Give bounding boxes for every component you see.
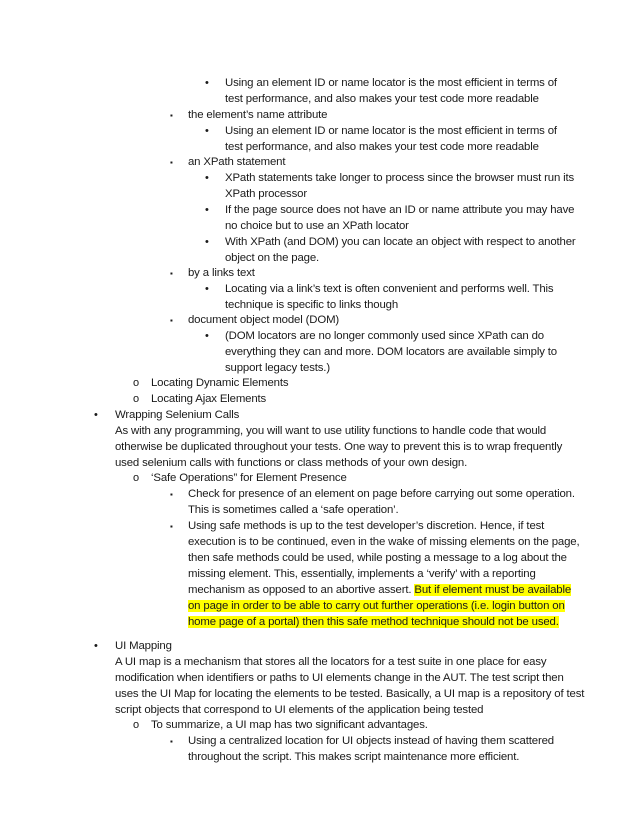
text-line: With XPath (and DOM) you can locate an object with respect to another [225, 236, 576, 248]
text-line: This is sometimes called a ‘safe operation’. [188, 504, 399, 516]
text-line: everything they can and more. DOM locators are available simply to [225, 346, 557, 358]
disc-bullet: • [205, 236, 209, 248]
text-line: missing element. This, essentially, implements a ‘verify’ with a reporting [188, 568, 536, 580]
disc-bullet: • [94, 640, 98, 652]
square-bullet: ▪ [170, 490, 173, 499]
circle-bullet: o [133, 393, 139, 405]
disc-bullet: • [205, 172, 209, 184]
text-line: As with any programming, you will want to use utility functions to handle code that would [115, 425, 547, 437]
text-line: Using safe methods is up to the test developer’s discretion. Hence, if test [188, 520, 545, 532]
text-line: test performance, and also makes your test code more readable [225, 93, 539, 105]
square-bullet: ▪ [170, 158, 173, 167]
text-line [188, 583, 571, 598]
text-line [188, 599, 565, 614]
square-bullet: ▪ [170, 522, 173, 531]
text-line: an XPath statement [188, 156, 286, 168]
text-line: used selenium calls with functions or class methods of your own design. [115, 457, 468, 469]
section-heading: Wrapping Selenium Calls [115, 409, 240, 421]
disc-bullet: • [205, 204, 209, 216]
text-line: test performance, and also makes your test code more readable [225, 141, 539, 153]
circle-bullet: o [133, 719, 139, 731]
circle-bullet: o [133, 377, 139, 389]
text-line: If the page source does not have an ID or name attribute you may have [225, 204, 575, 216]
circle-bullet: o [133, 472, 139, 484]
section-heading: UI Mapping [115, 640, 172, 652]
text-line: (DOM locators are no longer commonly used since XPath can do [225, 330, 544, 342]
text-line: Locating Ajax Elements [151, 393, 267, 405]
text-line: Using an element ID or name locator is the most efficient in terms of [225, 125, 557, 137]
text-line: the element’s name attribute [188, 109, 328, 121]
text-line: Using a centralized location for UI objects instead of having them scattered [188, 735, 554, 747]
text-line: To summarize, a UI map has two significant advantages. [151, 719, 428, 731]
highlighted-text: on page in order to be able to carry out further operations (i.e. login button on [188, 600, 565, 612]
text-line: throughout the script. This makes script maintenance more efficient. [188, 751, 520, 763]
text-line: Using an element ID or name locator is the most efficient in terms of [225, 77, 557, 89]
text-line: XPath processor [225, 188, 307, 200]
text-line: script objects that correspond to UI elements of the application being tested [115, 704, 484, 716]
text-line: XPath statements take longer to process since the browser must run its [225, 172, 575, 184]
disc-bullet: • [205, 283, 209, 295]
text-line: technique is specific to links though [225, 299, 399, 311]
square-bullet: ▪ [170, 111, 173, 120]
disc-bullet: • [94, 409, 98, 421]
text-line: no choice but to use an XPath locator [225, 220, 409, 232]
disc-bullet: • [205, 77, 209, 89]
text-line: modification when identifiers or paths to UI elements change in the AUT. The test script then [115, 672, 564, 684]
text-line: document object model (DOM) [188, 314, 340, 326]
text-line: uses the UI Map for locating the elements to be tested. Basically, a UI map is a repository of test [115, 688, 585, 700]
text-line: then safe methods could be used, while posting a message to a log about the [188, 552, 567, 564]
text-line: by a links text [188, 267, 255, 279]
text-line: execution is to be continued, even in the wake of missing elements on the page, [188, 536, 580, 548]
text-segment: mechanism as opposed to an abortive assert. [188, 584, 412, 596]
square-bullet: ▪ [170, 269, 173, 278]
disc-bullet: • [205, 330, 209, 342]
text-line: A UI map is a mechanism that stores all the locators for a test suite in one place for easy [115, 656, 547, 668]
disc-bullet: • [205, 125, 209, 137]
text-line: support legacy tests.) [225, 362, 330, 374]
text-line [188, 615, 559, 630]
text-line: otherwise be duplicated throughout your tests. One way to prevent this is to wrap frequently [115, 441, 563, 453]
highlighted-text: But if element must be available [414, 584, 572, 596]
text-line: Locating Dynamic Elements [151, 377, 289, 389]
text-line: ‘Safe Operations” for Element Presence [151, 472, 347, 484]
text-line: Locating via a link’s text is often convenient and performs well. This [225, 283, 554, 295]
highlighted-text: home page of a portal) then this safe method technique should not be used. [188, 616, 559, 628]
text-line: Check for presence of an element on page before carrying out some operation. [188, 488, 575, 500]
square-bullet: ▪ [170, 316, 173, 325]
text-line: object on the page. [225, 252, 320, 264]
square-bullet: ▪ [170, 737, 173, 746]
